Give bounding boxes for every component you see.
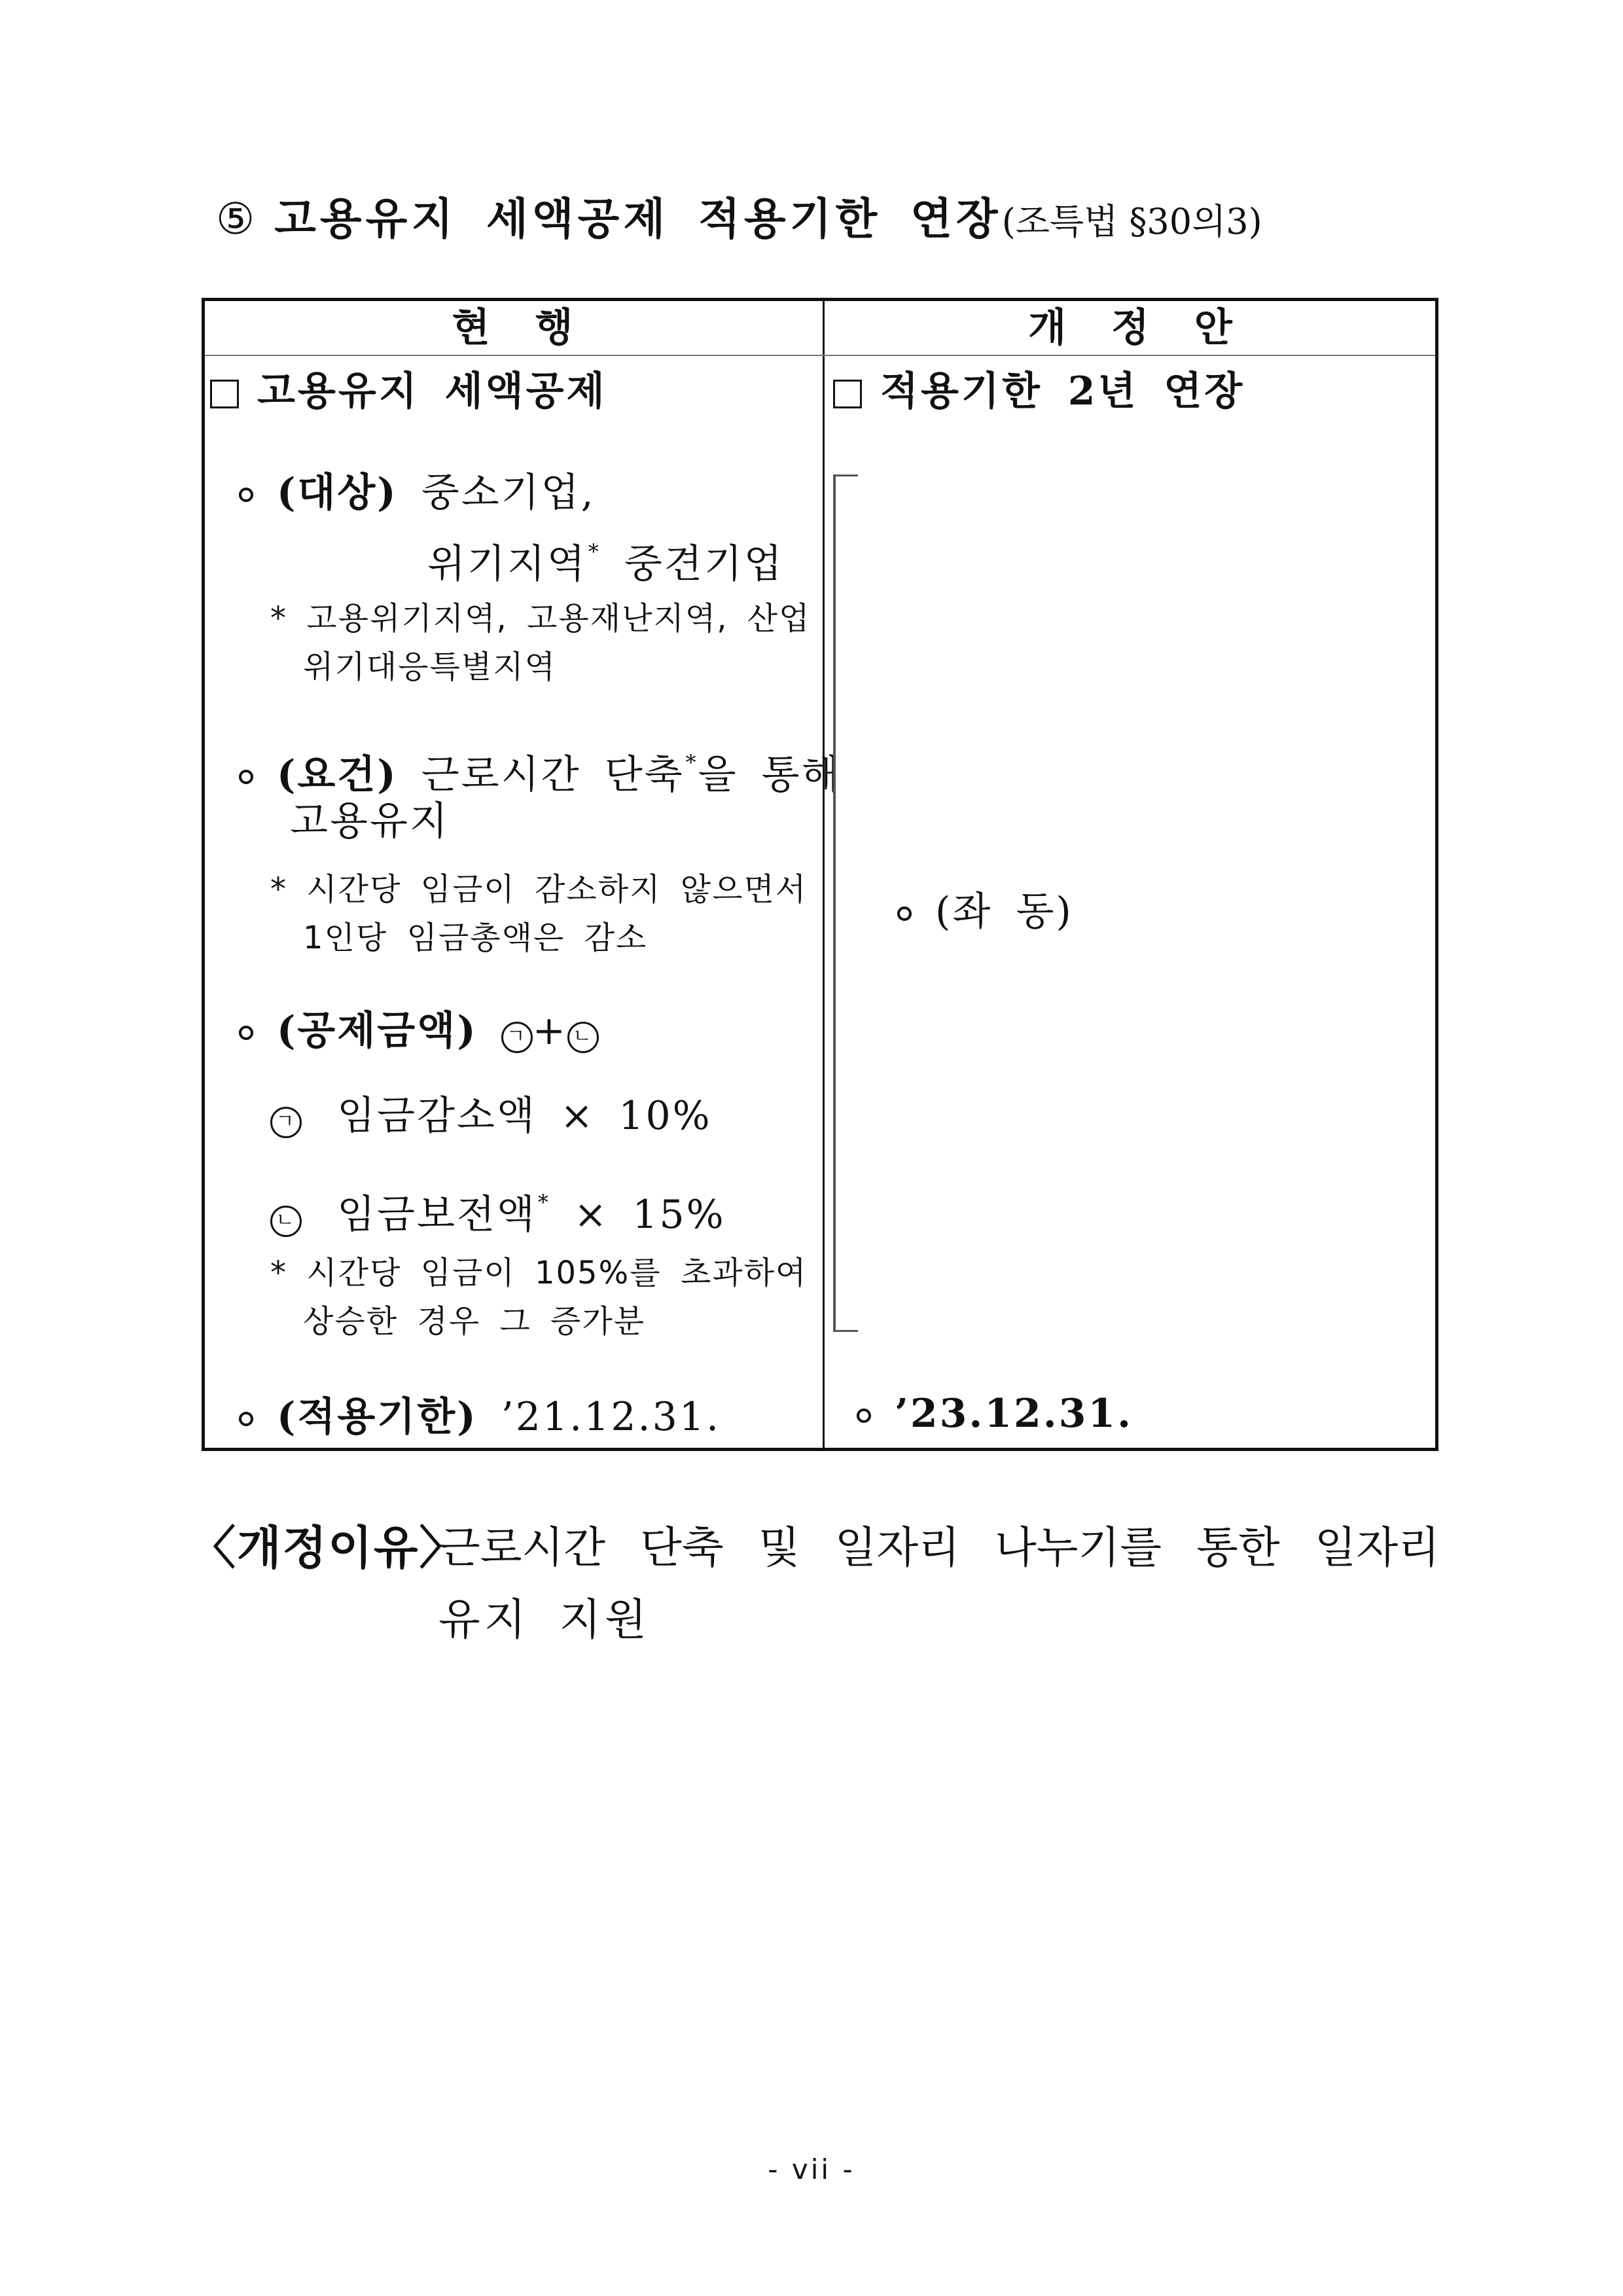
requirement-label: (요건) <box>277 752 398 798</box>
circle-bullet-icon <box>239 1412 253 1426</box>
same-as-left-bracket <box>833 475 858 1332</box>
target-note-line2: 위기대응특별지역 <box>303 649 556 685</box>
current-box-title <box>210 365 607 418</box>
header-current: 현 행 <box>452 305 576 351</box>
deduction-item <box>239 1001 599 1060</box>
circle-bullet-icon <box>239 488 253 502</box>
deduction-plus: + <box>532 1008 567 1054</box>
same-as-left-text: (좌 동) <box>935 889 1073 935</box>
target-note-line1: * 고용위기지역, 고용재난지역, 산업 <box>270 600 811 637</box>
reason-label: 〈개정이유〉 <box>190 1521 467 1575</box>
deduction-b-text: 임금보전액 <box>337 1192 537 1238</box>
deduction-footnote-mark: * <box>537 1190 550 1215</box>
page-number: - vii - <box>768 2153 855 2185</box>
proposed-box-title <box>833 365 1245 418</box>
circle-bullet-icon <box>239 1026 253 1040</box>
requirement-line1-tail: 을 통해 <box>698 752 842 798</box>
checkbox-square-icon <box>210 380 239 408</box>
reason-line1: 근로시간 단축 및 일자리 나누기를 통한 일자리 <box>438 1522 1440 1573</box>
deduction-note-line2: 상승한 경우 그 증가분 <box>303 1303 646 1340</box>
target-line1: 중소기업, <box>421 470 596 516</box>
target-footnote-mark: * <box>588 539 601 564</box>
requirement-note-line1: * 시간당 임금이 감소하지 않으면서 <box>270 871 808 908</box>
requirement-line2: 고용유지 <box>290 798 450 844</box>
target-line2: 위기지역 <box>427 541 587 587</box>
target-label: (대상) <box>277 470 398 516</box>
deadline-item <box>239 1388 721 1446</box>
checkbox-square-icon <box>833 380 862 408</box>
circled-giyeok-icon: ㄱ <box>270 1107 302 1138</box>
reason-line2: 유지 지원 <box>438 1594 651 1645</box>
deduction-a-text: 임금감소액 × 10% <box>337 1093 712 1139</box>
section-number: ⑤ <box>216 194 255 244</box>
section-title <box>216 187 1459 255</box>
circled-nieun-icon: ㄴ <box>567 1022 599 1053</box>
proposed-deadline-item <box>857 1384 1133 1443</box>
same-as-left-item <box>897 882 1073 941</box>
deadline-current-value: ’21.12.31. <box>501 1394 721 1440</box>
deduction-a-row <box>270 1086 712 1145</box>
deduction-note-line1: * 시간당 임금이 105%를 초과하여 <box>270 1255 808 1291</box>
circled-giyeok-icon: ㄱ <box>501 1022 533 1053</box>
law-reference: (조특법 §30의3) <box>1001 201 1262 242</box>
comparison-table <box>202 298 1438 1451</box>
circle-bullet-icon <box>897 906 912 921</box>
deadline-proposed-value: ’23.12.31. <box>895 1391 1133 1437</box>
circle-bullet-icon <box>239 770 253 784</box>
deduction-label: (공제금액) <box>277 1008 478 1054</box>
circle-bullet-icon <box>857 1408 871 1423</box>
target-line2-row <box>427 522 784 594</box>
header-divider <box>205 355 1435 356</box>
column-divider <box>823 301 825 1448</box>
current-box-title-text: 고용유지 세액공제 <box>257 368 607 414</box>
target-item <box>239 463 596 522</box>
deadline-label: (적용기한) <box>277 1394 478 1440</box>
proposed-box-title-text: 적용기한 2년 연장 <box>880 368 1245 414</box>
section-title-main: 고용유지 세액공제 적용기한 연장 <box>274 194 1002 244</box>
requirement-line1: 근로시간 단축 <box>421 752 685 798</box>
circled-nieun-icon: ㄴ <box>270 1206 302 1237</box>
deduction-b-row <box>270 1173 726 1244</box>
header-proposed: 개 정 안 <box>1028 305 1235 351</box>
requirement-footnote-mark: * <box>685 750 698 775</box>
deduction-b-tail: × 15% <box>573 1192 726 1238</box>
requirement-note-line2: 1인당 임금총액은 감소 <box>303 920 648 956</box>
target-line2-tail: 중견기업 <box>624 541 784 587</box>
